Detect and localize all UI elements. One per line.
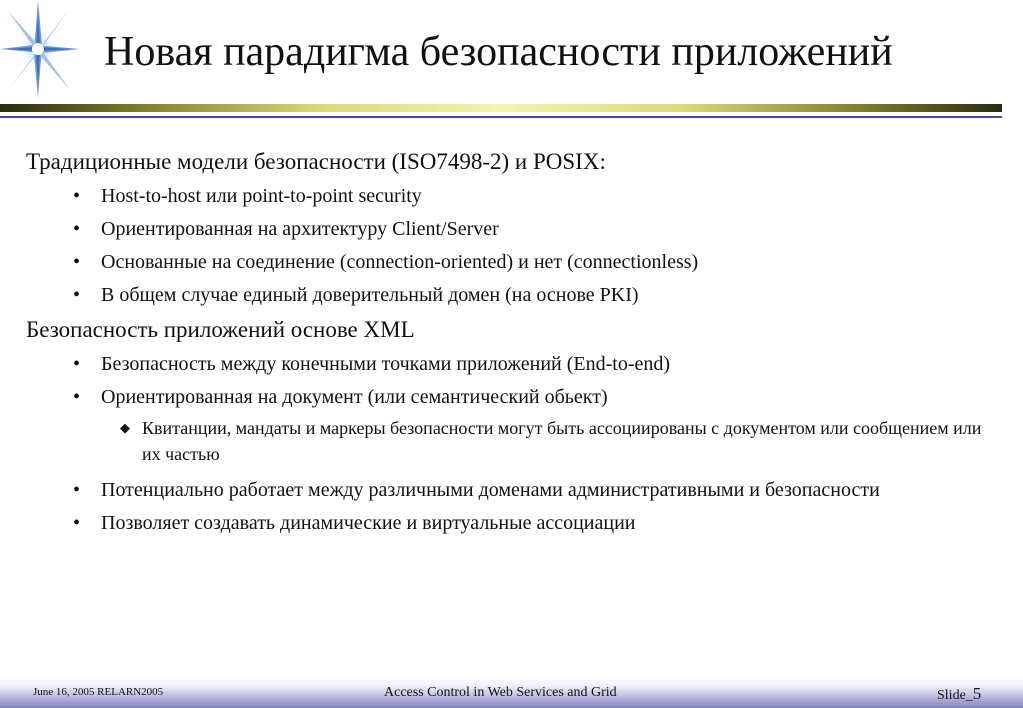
list-item bbox=[26, 349, 986, 379]
bullet-icon: • bbox=[73, 479, 81, 501]
list-item-text: Ориентированная на документ (или семантический обьект) bbox=[101, 386, 608, 408]
list-item-text: Основанные на соединение (connection-oriented) и нет (connectionless) bbox=[101, 251, 699, 273]
sub-list-item bbox=[26, 415, 986, 467]
list-item-text: Позволяет создавать динамические и виртуальные ассоциации bbox=[101, 512, 636, 534]
diamond-bullet-icon: ◆ bbox=[120, 420, 130, 435]
slide-number: 5 bbox=[972, 684, 982, 703]
title-underline-rule bbox=[0, 116, 1002, 118]
slide-body bbox=[26, 145, 986, 541]
slide-footer bbox=[0, 676, 1023, 708]
slide-title: Новая парадигма безопасности приложений bbox=[104, 29, 893, 75]
bullet-icon: • bbox=[73, 353, 81, 375]
section-xml-security bbox=[26, 313, 986, 538]
list-item-text: В общем случае единый доверительный домен (на основе PKI) bbox=[101, 284, 639, 306]
list-item bbox=[26, 475, 986, 505]
slide-label: Slide_ bbox=[937, 688, 973, 703]
bullet-icon: • bbox=[73, 284, 81, 306]
section-traditional-models bbox=[26, 145, 986, 310]
list-item bbox=[26, 181, 986, 211]
bullet-icon: • bbox=[73, 218, 81, 240]
section-heading: Традиционные модели безопасности (ISO7498-2) и POSIX: bbox=[26, 149, 606, 174]
list-item bbox=[26, 280, 986, 310]
section-heading: Безопасность приложений основе XML bbox=[26, 317, 415, 342]
bullet-icon: • bbox=[73, 512, 81, 534]
starburst-icon bbox=[0, 0, 82, 100]
footer-presentation-title: Access Control in Web Services and Grid bbox=[384, 685, 617, 700]
footer-slide-number bbox=[937, 684, 981, 704]
bullet-icon: • bbox=[73, 185, 81, 207]
bullet-icon: • bbox=[73, 251, 81, 273]
footer-date-event: June 16, 2005 RELARN2005 bbox=[33, 686, 164, 698]
sub-list-item-text: Квитанции, мандаты и маркеры безопасности могут быть ассоциированы с документом или сообщением или их частью bbox=[142, 418, 982, 464]
list-item bbox=[26, 508, 986, 538]
list-item-text: Ориентированная на архитектуру Client/Server bbox=[101, 218, 499, 240]
list-item bbox=[26, 382, 986, 412]
title-underline-bar bbox=[0, 104, 1002, 112]
list-item-text: Безопасность между конечными точками приложений (End-to-end) bbox=[101, 353, 671, 375]
list-item-text: Host-to-host или point-to-point security bbox=[101, 185, 422, 207]
bullet-icon: • bbox=[73, 386, 81, 408]
list-item bbox=[26, 214, 986, 244]
list-item bbox=[26, 247, 986, 277]
list-item-text: Потенциально работает между различными доменами административными и безопасности bbox=[101, 479, 880, 501]
